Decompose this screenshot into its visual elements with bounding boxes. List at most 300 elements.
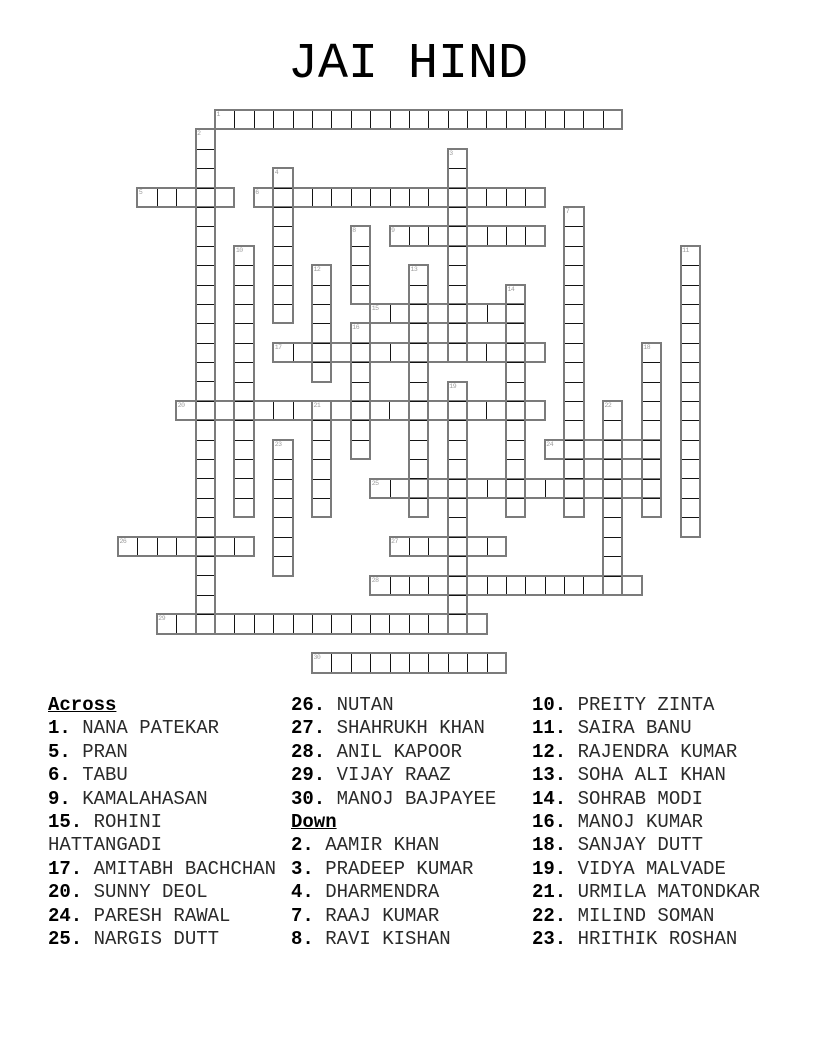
grid-cell[interactable] xyxy=(565,577,584,594)
grid-cell[interactable] xyxy=(449,286,466,305)
grid-cell[interactable] xyxy=(138,189,157,206)
grid-cell[interactable] xyxy=(507,344,524,363)
grid-cell[interactable] xyxy=(197,576,214,595)
grid-cell[interactable] xyxy=(682,479,699,498)
grid-cell[interactable] xyxy=(410,286,427,305)
grid-cell[interactable] xyxy=(449,499,466,518)
grid-cell[interactable] xyxy=(390,402,409,419)
grid-cell[interactable] xyxy=(682,266,699,285)
grid-cell[interactable] xyxy=(682,499,699,518)
clue-number: 27. xyxy=(291,717,326,740)
grid-cell[interactable] xyxy=(313,654,332,671)
grid-cell[interactable] xyxy=(371,111,390,128)
grid-cell[interactable] xyxy=(235,344,252,363)
grid-cell[interactable] xyxy=(235,499,252,518)
grid-cell[interactable] xyxy=(197,169,214,188)
grid-cell[interactable] xyxy=(235,538,254,555)
grid-cell[interactable] xyxy=(313,344,330,363)
grid-cell[interactable] xyxy=(371,344,390,361)
grid-cell[interactable] xyxy=(410,479,427,498)
grid-cell[interactable] xyxy=(197,402,214,421)
grid-cell[interactable] xyxy=(565,441,582,460)
grid-cell[interactable] xyxy=(507,402,524,421)
grid-cell[interactable] xyxy=(197,130,214,149)
clue-number: 10. xyxy=(532,694,567,716)
grid-cell[interactable] xyxy=(158,615,177,632)
grid-cell[interactable] xyxy=(235,266,252,285)
grid-cell[interactable] xyxy=(119,538,138,555)
grid-cell[interactable] xyxy=(410,538,429,555)
grid-cell[interactable] xyxy=(197,538,214,557)
grid-cell[interactable] xyxy=(565,344,582,363)
grid-cell[interactable] xyxy=(332,111,351,128)
grid-cell[interactable] xyxy=(604,557,621,576)
grid-cell[interactable] xyxy=(235,363,252,382)
grid-cell[interactable] xyxy=(371,654,390,671)
grid-cell[interactable] xyxy=(565,286,582,305)
grid-cell[interactable] xyxy=(468,538,487,555)
grid-cell[interactable] xyxy=(313,189,332,206)
grid-cell[interactable] xyxy=(352,324,369,343)
grid-cell[interactable] xyxy=(468,344,487,361)
grid-cell[interactable] xyxy=(352,615,371,632)
grid-cell[interactable] xyxy=(352,402,369,421)
grid-cell[interactable] xyxy=(410,577,429,594)
clue-16: 16. MANOJ KUMAR xyxy=(532,811,704,834)
word-13-down xyxy=(408,264,429,518)
grid-cell[interactable] xyxy=(274,460,291,479)
grid-cell[interactable] xyxy=(274,286,291,305)
grid-cell[interactable] xyxy=(488,538,507,555)
grid-cell[interactable] xyxy=(410,227,429,244)
grid-cell[interactable] xyxy=(526,111,545,128)
grid-cell[interactable] xyxy=(352,286,369,305)
grid-cell[interactable] xyxy=(235,479,252,498)
grid-cell[interactable] xyxy=(507,189,526,206)
grid-cell[interactable] xyxy=(352,421,369,440)
grid-cell[interactable] xyxy=(255,615,274,632)
grid-cell[interactable] xyxy=(274,169,291,188)
grid-cell[interactable] xyxy=(158,189,177,206)
grid-cell[interactable] xyxy=(313,499,330,518)
grid-cell[interactable] xyxy=(682,344,699,363)
grid-cell[interactable] xyxy=(235,383,252,402)
grid-cell[interactable] xyxy=(274,557,291,576)
grid-cell[interactable] xyxy=(623,480,642,497)
grid-cell[interactable] xyxy=(565,227,582,246)
grid-cell[interactable] xyxy=(313,363,330,382)
grid-cell[interactable] xyxy=(429,189,448,206)
grid-cell[interactable] xyxy=(410,615,429,632)
grid-cell[interactable] xyxy=(488,480,507,497)
grid-cell[interactable] xyxy=(682,421,699,440)
grid-cell[interactable] xyxy=(449,150,466,169)
grid-cell[interactable] xyxy=(197,596,214,615)
grid-cell[interactable] xyxy=(410,441,427,460)
grid-cell[interactable] xyxy=(604,402,621,421)
grid-cell[interactable] xyxy=(604,518,621,537)
grid-cell[interactable] xyxy=(235,615,254,632)
grid-cell[interactable] xyxy=(643,421,660,440)
grid-cell[interactable] xyxy=(565,305,582,324)
grid-cell[interactable] xyxy=(507,460,524,479)
grid-cell[interactable] xyxy=(352,383,369,402)
grid-cell[interactable] xyxy=(158,538,177,555)
grid-cell[interactable] xyxy=(468,402,487,419)
grid-cell[interactable] xyxy=(197,305,214,324)
grid-cell[interactable] xyxy=(584,577,603,594)
grid-cell[interactable] xyxy=(352,111,371,128)
grid-cell[interactable] xyxy=(274,402,293,419)
grid-cell[interactable] xyxy=(546,577,565,594)
grid-cell[interactable] xyxy=(487,344,506,361)
grid-cell[interactable] xyxy=(352,344,369,363)
grid-cell[interactable] xyxy=(643,441,660,460)
grid-cell[interactable] xyxy=(255,111,274,128)
grid-cell[interactable] xyxy=(235,286,252,305)
grid-cell[interactable] xyxy=(449,189,466,208)
grid-cell[interactable] xyxy=(565,208,582,227)
grid-cell[interactable] xyxy=(390,615,409,632)
grid-cell[interactable] xyxy=(138,538,157,555)
grid-cell[interactable] xyxy=(604,538,621,557)
grid-cell[interactable] xyxy=(449,480,466,499)
grid-cell[interactable] xyxy=(371,615,390,632)
grid-cell[interactable] xyxy=(604,577,621,596)
grid-cell[interactable] xyxy=(604,111,623,128)
grid-cell[interactable] xyxy=(371,577,390,594)
grid-cell[interactable] xyxy=(643,499,660,518)
grid-cell[interactable] xyxy=(352,441,369,460)
grid-cell[interactable] xyxy=(410,305,427,324)
grid-cell[interactable] xyxy=(682,305,699,324)
grid-cell[interactable] xyxy=(682,383,699,402)
grid-cell[interactable] xyxy=(546,480,565,497)
grid-cell[interactable] xyxy=(565,499,582,518)
grid-cell[interactable] xyxy=(449,441,466,460)
grid-cell[interactable] xyxy=(468,189,487,206)
grid-cell[interactable] xyxy=(643,344,660,363)
grid-cell[interactable] xyxy=(604,441,621,460)
grid-cell[interactable] xyxy=(584,111,603,128)
clue-28: 28. ANIL KAPOOR xyxy=(291,740,463,763)
grid-cell[interactable] xyxy=(235,305,252,324)
grid-cell[interactable] xyxy=(449,402,466,421)
grid-cell[interactable] xyxy=(487,189,506,206)
grid-cell[interactable] xyxy=(313,305,330,324)
grid-cell[interactable] xyxy=(313,266,330,285)
grid-cell[interactable] xyxy=(352,247,369,266)
grid-cell[interactable] xyxy=(352,266,369,285)
grid-cell[interactable] xyxy=(313,460,330,479)
grid-cell[interactable] xyxy=(197,189,214,208)
grid-cell[interactable] xyxy=(197,421,214,440)
grid-cell[interactable] xyxy=(449,208,466,227)
grid-cell[interactable] xyxy=(468,305,487,322)
grid-cell[interactable] xyxy=(604,480,621,499)
grid-cell[interactable] xyxy=(235,402,252,421)
grid-cell[interactable] xyxy=(235,111,254,128)
grid-cell[interactable] xyxy=(197,499,214,518)
grid-cell[interactable] xyxy=(197,344,214,363)
grid-cell[interactable] xyxy=(216,111,235,128)
grid-cell[interactable] xyxy=(313,402,330,421)
grid-cell[interactable] xyxy=(332,189,351,206)
grid-cell[interactable] xyxy=(294,615,313,632)
grid-cell[interactable] xyxy=(565,111,584,128)
grid-cell[interactable] xyxy=(274,189,291,208)
grid-cell[interactable] xyxy=(410,421,427,440)
grid-cell[interactable] xyxy=(332,402,351,419)
grid-cell[interactable] xyxy=(643,480,660,499)
grid-cell[interactable] xyxy=(274,615,293,632)
grid-cell[interactable] xyxy=(235,441,252,460)
grid-cell[interactable] xyxy=(682,363,699,382)
grid-cell[interactable] xyxy=(623,577,642,594)
grid-cell[interactable] xyxy=(468,111,487,128)
grid-cell[interactable] xyxy=(565,421,582,440)
grid-cell[interactable] xyxy=(604,421,621,440)
grid-cell[interactable] xyxy=(449,577,466,596)
grid-cell[interactable] xyxy=(197,518,214,537)
grid-cell[interactable] xyxy=(507,227,526,244)
grid-cell[interactable] xyxy=(449,557,466,576)
grid-cell[interactable] xyxy=(235,247,252,266)
grid-cell[interactable] xyxy=(197,382,214,401)
grid-cell[interactable] xyxy=(410,460,427,479)
grid-cell[interactable] xyxy=(507,577,526,594)
grid-cell[interactable] xyxy=(565,402,582,421)
grid-cell[interactable] xyxy=(468,654,487,671)
grid-cell[interactable] xyxy=(391,577,410,594)
grid-cell[interactable] xyxy=(371,189,390,206)
grid-cell[interactable] xyxy=(352,189,371,206)
grid-cell[interactable] xyxy=(507,111,526,128)
grid-cell[interactable] xyxy=(274,441,291,460)
grid-cell[interactable] xyxy=(565,383,582,402)
grid-cell[interactable] xyxy=(487,402,506,419)
clue-number: 16. xyxy=(532,811,567,834)
grid-cell[interactable] xyxy=(313,441,330,460)
grid-cell[interactable] xyxy=(584,480,603,497)
grid-cell[interactable] xyxy=(468,480,487,497)
grid-cell[interactable] xyxy=(429,402,448,419)
grid-cell[interactable] xyxy=(274,208,291,227)
grid-cell[interactable] xyxy=(391,227,410,244)
grid-cell[interactable] xyxy=(487,111,506,128)
grid-cell[interactable] xyxy=(507,305,524,324)
grid-cell[interactable] xyxy=(371,402,390,419)
grid-cell[interactable] xyxy=(526,227,545,244)
grid-cell[interactable] xyxy=(410,363,427,382)
grid-cell[interactable] xyxy=(391,111,410,128)
grid-cell[interactable] xyxy=(391,654,410,671)
grid-cell[interactable] xyxy=(197,460,214,479)
grid-cell[interactable] xyxy=(197,324,214,343)
grid-cell[interactable] xyxy=(410,344,427,363)
grid-cell[interactable] xyxy=(255,402,274,419)
grid-cell[interactable] xyxy=(197,363,214,382)
grid-cell[interactable] xyxy=(507,383,524,402)
grid-cell[interactable] xyxy=(197,266,214,285)
grid-cell[interactable] xyxy=(449,344,466,363)
grid-cell[interactable] xyxy=(526,480,545,497)
grid-cell[interactable] xyxy=(313,286,330,305)
clue-number: 29. xyxy=(291,764,326,787)
grid-cell[interactable] xyxy=(274,247,291,266)
grid-cell[interactable] xyxy=(197,557,214,576)
grid-cell[interactable] xyxy=(449,266,466,285)
grid-cell[interactable] xyxy=(216,538,235,555)
grid-cell[interactable] xyxy=(682,247,699,266)
grid-cell[interactable] xyxy=(391,189,410,206)
grid-cell[interactable] xyxy=(410,324,427,343)
grid-cell[interactable] xyxy=(294,111,313,128)
grid-cell[interactable] xyxy=(488,227,507,244)
grid-cell[interactable] xyxy=(313,421,330,440)
grid-cell[interactable] xyxy=(410,383,427,402)
grid-cell[interactable] xyxy=(410,654,429,671)
grid-cell[interactable] xyxy=(274,538,291,557)
grid-cell[interactable] xyxy=(429,615,448,632)
grid-cell[interactable] xyxy=(682,324,699,343)
grid-cell[interactable] xyxy=(507,499,524,518)
grid-cell[interactable] xyxy=(449,421,466,440)
grid-cell[interactable] xyxy=(643,460,660,479)
grid-cell[interactable] xyxy=(294,402,313,419)
grid-cell[interactable] xyxy=(197,227,214,246)
grid-cell[interactable] xyxy=(274,480,291,499)
grid-cell[interactable] xyxy=(235,324,252,343)
grid-cell[interactable] xyxy=(371,480,390,497)
grid-cell[interactable] xyxy=(468,577,487,594)
grid-cell[interactable] xyxy=(604,460,621,479)
grid-cell[interactable] xyxy=(449,227,466,246)
grid-cell[interactable] xyxy=(410,402,427,421)
grid-cell[interactable] xyxy=(449,654,468,671)
grid-cell[interactable] xyxy=(294,189,313,206)
grid-cell[interactable] xyxy=(197,150,214,169)
grid-cell[interactable] xyxy=(682,518,699,537)
grid-cell[interactable] xyxy=(449,383,466,402)
grid-cell[interactable] xyxy=(449,247,466,266)
grid-cell[interactable] xyxy=(643,383,660,402)
grid-cell[interactable] xyxy=(488,305,507,322)
clue-3: 3. PRADEEP KUMAR xyxy=(291,857,474,880)
grid-cell[interactable] xyxy=(643,402,660,421)
grid-cell[interactable] xyxy=(274,344,293,361)
grid-cell[interactable] xyxy=(507,363,524,382)
grid-cell[interactable] xyxy=(274,227,291,246)
grid-cell[interactable] xyxy=(235,460,252,479)
word-18-down xyxy=(641,342,662,519)
clue-8: 8. RAVI KISHAN xyxy=(291,928,451,951)
grid-cell[interactable] xyxy=(216,615,235,632)
grid-cell[interactable] xyxy=(391,538,410,555)
grid-cell[interactable] xyxy=(352,654,371,671)
grid-cell[interactable] xyxy=(274,305,291,324)
grid-cell[interactable] xyxy=(449,111,468,128)
grid-cell[interactable] xyxy=(410,266,427,285)
grid-cell[interactable] xyxy=(410,499,427,518)
grid-cell[interactable] xyxy=(216,189,235,206)
grid-cell[interactable] xyxy=(507,421,524,440)
grid-cell[interactable] xyxy=(468,227,487,244)
grid-cell[interactable] xyxy=(604,499,621,518)
grid-cell[interactable] xyxy=(643,363,660,382)
grid-cell[interactable] xyxy=(274,266,291,285)
grid-cell[interactable] xyxy=(449,169,466,188)
grid-cell[interactable] xyxy=(565,266,582,285)
grid-cell[interactable] xyxy=(682,286,699,305)
grid-cell[interactable] xyxy=(410,189,429,206)
grid-cell[interactable] xyxy=(526,189,545,206)
grid-cell[interactable] xyxy=(507,286,524,305)
grid-cell[interactable] xyxy=(352,227,369,246)
grid-cell[interactable] xyxy=(565,479,582,498)
grid-cell[interactable] xyxy=(507,441,524,460)
grid-cell[interactable] xyxy=(507,480,524,499)
grid-cell[interactable] xyxy=(526,577,545,594)
grid-cell[interactable] xyxy=(546,111,565,128)
grid-cell[interactable] xyxy=(313,324,330,343)
grid-cell[interactable] xyxy=(526,344,545,361)
grid-cell[interactable] xyxy=(468,615,487,632)
grid-cell[interactable] xyxy=(313,111,332,128)
grid-cell[interactable] xyxy=(197,615,214,634)
grid-cell[interactable] xyxy=(429,654,448,671)
grid-cell[interactable] xyxy=(371,305,390,322)
grid-cell[interactable] xyxy=(352,363,369,382)
grid-cell[interactable] xyxy=(449,460,466,479)
grid-cell[interactable] xyxy=(565,247,582,266)
grid-cell[interactable] xyxy=(488,654,507,671)
grid-cell[interactable] xyxy=(565,324,582,343)
grid-cell[interactable] xyxy=(449,538,466,557)
grid-cell[interactable] xyxy=(274,111,293,128)
grid-cell[interactable] xyxy=(449,324,466,343)
grid-cell[interactable] xyxy=(682,402,699,421)
grid-cell[interactable] xyxy=(449,518,466,537)
grid-cell[interactable] xyxy=(565,460,582,479)
grid-cell[interactable] xyxy=(197,441,214,460)
grid-cell[interactable] xyxy=(197,208,214,227)
grid-cell[interactable] xyxy=(332,654,351,671)
grid-cell[interactable] xyxy=(274,499,291,518)
grid-cell[interactable] xyxy=(526,402,545,419)
grid-cell[interactable] xyxy=(410,111,429,128)
grid-cell[interactable] xyxy=(429,111,448,128)
grid-cell[interactable] xyxy=(449,596,466,615)
grid-cell[interactable] xyxy=(313,615,332,632)
grid-cell[interactable] xyxy=(332,615,351,632)
grid-cell[interactable] xyxy=(429,344,448,361)
grid-cell[interactable] xyxy=(682,441,699,460)
grid-cell[interactable] xyxy=(488,577,507,594)
grid-cell[interactable] xyxy=(313,480,330,499)
grid-cell[interactable] xyxy=(197,286,214,305)
grid-cell[interactable] xyxy=(449,305,466,324)
grid-cell[interactable] xyxy=(197,479,214,498)
grid-cell[interactable] xyxy=(565,363,582,382)
grid-cell[interactable] xyxy=(235,421,252,440)
grid-cell[interactable] xyxy=(449,615,466,634)
grid-cell[interactable] xyxy=(391,344,410,361)
grid-cell[interactable] xyxy=(682,460,699,479)
grid-cell[interactable] xyxy=(274,518,291,537)
grid-cell[interactable] xyxy=(507,324,524,343)
grid-cell[interactable] xyxy=(197,247,214,266)
